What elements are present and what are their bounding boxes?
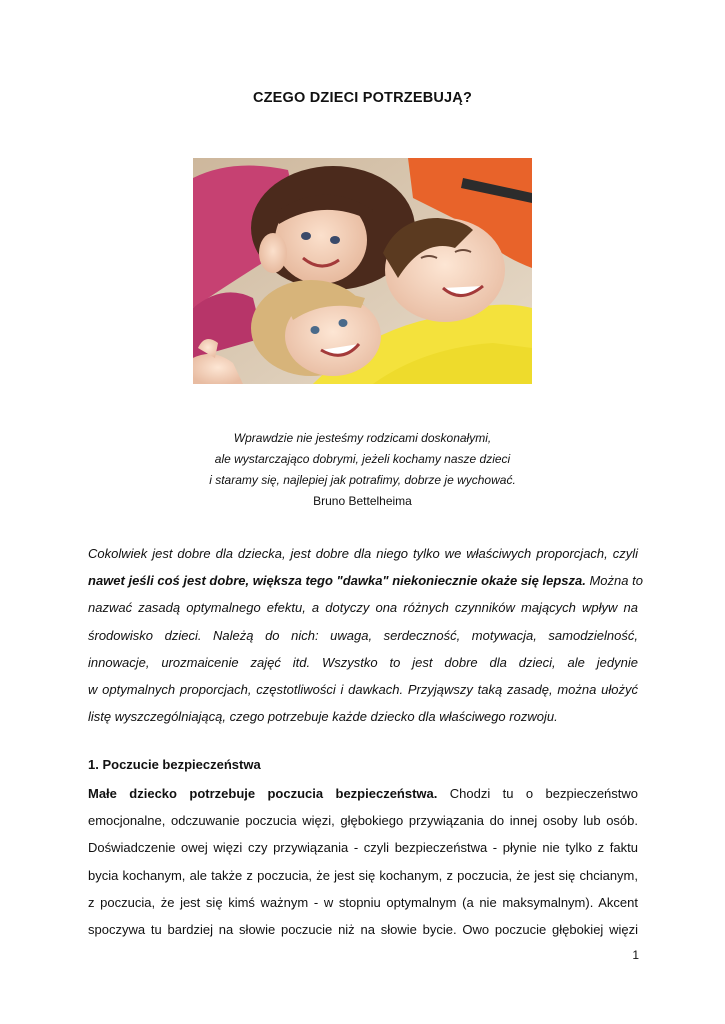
body-line: bycia kochanym, ale także z poczucia, że jest się kochanym, z poczucia, że jest się chcianym, — [88, 867, 638, 883]
page-number: 1 — [632, 948, 639, 962]
body-line: emocjonalne, odczuwanie poczucia więzi, głębokiego przywiązania do innej osoby lub osób. — [88, 813, 638, 829]
body-line: spoczywa tu bardziej na słowie poczucie niż na słowie bycie. Owo poczucie głębokiej więzi — [88, 922, 638, 938]
intro-paragraph — [88, 540, 643, 730]
children-photo — [193, 158, 532, 384]
intro-line: środowisko dzieci. Należą do nich: uwaga, serdeczność, motywacja, samodzielność, — [88, 627, 638, 643]
quote-line: ale wystarczająco dobrymi, jeżeli kochamy nasze dzieci — [214, 452, 511, 466]
epigraph-quote — [0, 428, 725, 512]
intro-line: w optymalnych proporcjach, częstotliwości i dawkach. Przyjąwszy taką zasadę, można ułożyć — [88, 682, 638, 698]
body-emphasis: Małe dziecko potrzebuje poczucia bezpieczeństwa. — [88, 786, 438, 801]
intro-line — [88, 567, 643, 594]
quote-author: Bruno Bettelheima — [313, 494, 412, 508]
quote-line: Wprawdzie nie jesteśmy rodzicami doskonałymi, — [233, 431, 492, 445]
body-line-rest: Chodzi tu o bezpieczeństwo — [437, 786, 639, 801]
intro-line-rest: Można to — [585, 573, 643, 589]
quote-line: i staramy się, najlepiej jak potrafimy, dobrze je wychować. — [209, 473, 516, 487]
intro-line: Cokolwiek jest dobre dla dziecka, jest dobre dla niego tylko we właściwych proporcjach, czyli — [88, 546, 638, 561]
document-title: CZEGO DZIECI POTRZEBUJĄ? — [252, 90, 473, 106]
section-paragraph — [88, 780, 638, 943]
section-heading: 1. Poczucie bezpieczeństwa — [88, 757, 261, 772]
children-photo-image — [193, 158, 532, 384]
intro-line: listę wyszczególniającą, czego potrzebuje każde dziecko dla właściwego rozwoju. — [88, 709, 558, 725]
intro-line: innowacje, urozmaicenie zajęć itd. Wszystko to jest dobre dla dzieci, ale jedynie — [88, 654, 638, 670]
intro-emphasis: nawet jeśli coś jest dobre, większa tego "dawka" niekoniecznie okaże się lepsza. — [88, 573, 586, 589]
body-line: Doświadczenie owej więzi czy przywiązania - czyli bezpieczeństwa - płynie nie tylko z faktu — [88, 840, 638, 856]
body-line: z poczucia, że jest się kimś ważnym - w stopniu optymalnym (a nie maksymalnym). Akcent — [88, 894, 638, 910]
intro-line: nazwać zasadą optymalnego efektu, a dotyczy ona różnych czynników mających wpływ na — [88, 600, 638, 616]
body-line — [88, 780, 638, 807]
